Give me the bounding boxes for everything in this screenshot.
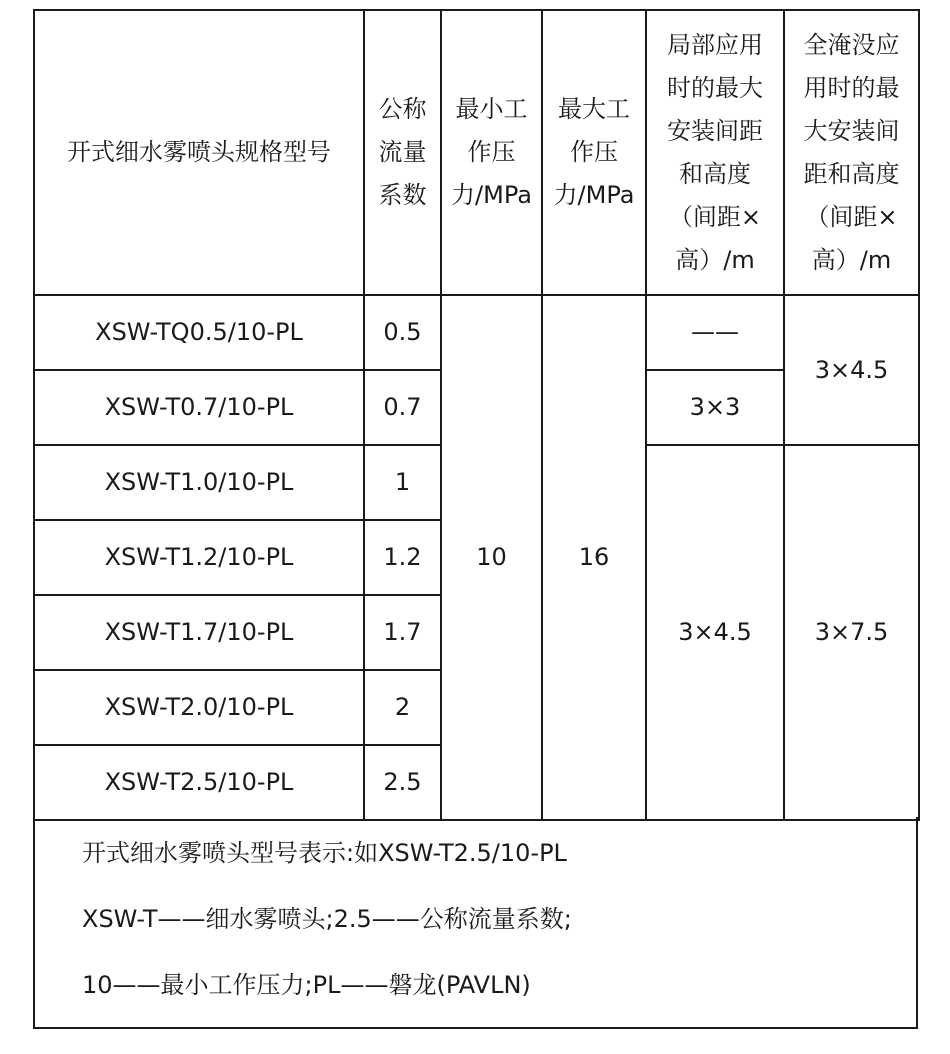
total-flooding-cell: 3×4.5 — [784, 295, 919, 445]
model-cell: XSW-T1.7/10-PL — [34, 595, 364, 670]
note-line: 10——最小工作压力;PL——磐龙(PAVLN) — [82, 971, 531, 999]
coef-cell: 0.5 — [364, 295, 441, 370]
note-line: XSW-T——细水雾喷头;2.5——公称流量系数; — [82, 905, 572, 933]
local-application-cell: —— — [646, 295, 784, 370]
header-min-pressure: 最小工作压力/MPa — [441, 10, 542, 295]
local-application-cell: 3×3 — [646, 370, 784, 445]
header-row — [34, 10, 919, 295]
header-local-application: 局部应用时的最大安装间距和高度（间距×高）/m — [646, 10, 784, 295]
max-pressure-cell: 16 — [542, 295, 646, 820]
model-cell: XSW-T2.0/10-PL — [34, 670, 364, 745]
model-cell: XSW-TQ0.5/10-PL — [34, 295, 364, 370]
coef-cell: 1 — [364, 445, 441, 520]
table-row — [34, 295, 919, 370]
coef-cell: 2.5 — [364, 745, 441, 820]
header-model: 开式细水雾喷头规格型号 — [34, 10, 364, 295]
coef-cell: 1.7 — [364, 595, 441, 670]
min-pressure-cell: 10 — [441, 295, 542, 820]
local-application-cell: 3×4.5 — [646, 445, 784, 820]
spec-table — [33, 9, 920, 821]
model-cell: XSW-T2.5/10-PL — [34, 745, 364, 820]
header-max-pressure: 最大工作压力/MPa — [542, 10, 646, 295]
notes-section — [33, 817, 918, 1029]
header-total-flooding: 全淹没应用时的最大安装间距和高度（间距×高）/m — [784, 10, 919, 295]
total-flooding-cell: 3×7.5 — [784, 445, 919, 820]
model-cell: XSW-T0.7/10-PL — [34, 370, 364, 445]
coef-cell: 0.7 — [364, 370, 441, 445]
model-cell: XSW-T1.2/10-PL — [34, 520, 364, 595]
model-cell: XSW-T1.0/10-PL — [34, 445, 364, 520]
coef-cell: 2 — [364, 670, 441, 745]
coef-cell: 1.2 — [364, 520, 441, 595]
note-line: 开式细水雾喷头型号表示:如XSW-T2.5/10-PL — [82, 839, 567, 867]
header-flow-coef: 公称流量系数 — [364, 10, 441, 295]
